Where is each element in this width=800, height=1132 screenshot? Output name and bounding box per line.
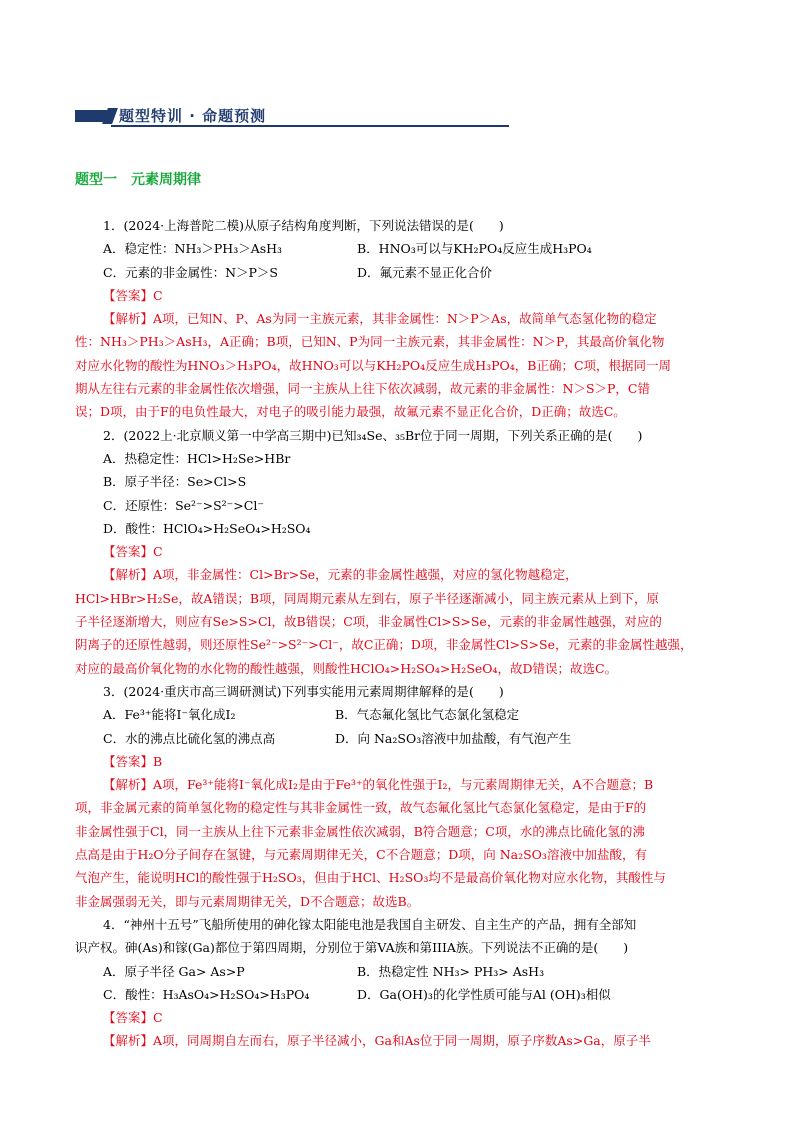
q1-analysis-line: 误；D项，由于F的电负性最大，对电子的吸引能力最强，故氟元素不显正化合价，D正确；故选C。	[75, 404, 626, 420]
q3-options-cd	[75, 727, 735, 750]
q1-option-a: A．稳定性：NH₃＞PH₃＞AsH₃	[103, 241, 283, 257]
q3-analysis-line: 项，非金属元素的简单氢化物的稳定性与其非金属性一致，故气态氟化氢比气态氯化氢稳定，是由于F的	[75, 800, 647, 816]
q2-option-a: A．热稳定性：HCl>H₂Se>HBr	[103, 450, 291, 466]
q2-analysis-line: 【解析】A项，非金属性：Cl>Br>Se，元素的非金属性越强，对应的氢化物越稳定，	[103, 567, 578, 583]
q3-option-a: A．Fe³⁺能将I⁻氧化成I₂	[103, 707, 236, 723]
q1-option-c: C．元素的非金属性：N＞P＞S	[103, 264, 278, 280]
q1-analysis-line: 对应水化物的酸性为HNO₃＞H₃PO₄，故HNO₃可以与KH₂PO₄反应生成H₃PO₄，B正确；C项，根据同一周	[75, 357, 672, 373]
document-body	[75, 214, 735, 1053]
section-label: 题型一	[75, 172, 117, 188]
q4-option-a: A．原子半径 Ga> As>P	[103, 963, 245, 979]
q2-option-d: D．酸性：HClO₄>H₂SeO₄>H₂SO₄	[103, 520, 311, 536]
q4-option-b: B．热稳定性 NH₃> PH₃> AsH₃	[357, 963, 545, 979]
q2-analysis-line: HCl>HBr>H₂Se，故A错误；B项，同周期元素从左到右，原子半径逐渐减小，同主族元素从上到下，原	[75, 590, 660, 606]
q1-options-ab	[75, 237, 735, 260]
q4-option-c: C．酸性：H₃AsO₄>H₂SO₄>H₃PO₄	[103, 986, 310, 1002]
q3-stem: 3．(2024·重庆市高三调研测试)下列事实能用元素周期律解释的是( )	[103, 683, 504, 699]
q3-analysis-line: 非金属强弱无关，即与元素周期律无关，D不合题意；故选B。	[75, 893, 420, 909]
q3-analysis-line: 气泡产生，能说明HCl的酸性强于H₂SO₃，但由于HCl、H₂SO₃均不是最高价氧化物对应水化物，其酸性与	[75, 870, 666, 886]
q2-answer: 【答案】C	[103, 544, 163, 560]
q4-options-ab	[75, 960, 735, 983]
q4-option-d: D．Ga(OH)₃的化学性质可能与Al (OH)₃相似	[357, 986, 611, 1002]
q4-options-cd	[75, 983, 735, 1006]
q4-stem: 4．“神州十五号”飞船所使用的砷化镓太阳能电池是我国自主研发、自主生产的产品，拥有全部知	[103, 916, 637, 932]
section-title: 元素周期律	[131, 172, 201, 188]
q2-option-b: B．原子半径：Se>Cl>S	[103, 474, 247, 490]
q1-stem: 1．(2024·上海普陀二模)从原子结构角度判断，下列说法错误的是( )	[103, 218, 504, 233]
q4-analysis-line: 【解析】A项，同周期自左而右，原子半径减小，Ga和As位于同一周期，原子序数As>Ga，原子半	[103, 1033, 651, 1049]
q3-answer: 【答案】B	[103, 753, 163, 769]
q2-analysis-line: 子半径逐渐增大，则应有Se>S>Cl，故B错误；C项，非金属性Cl>S>Se，元素的非金属性越强，对应的	[75, 614, 662, 630]
q3-option-c: C．水的沸点比硫化氢的沸点高	[103, 730, 276, 746]
q1-answer: 【答案】C	[103, 287, 163, 303]
q2-analysis-line: 对应的最高价氧化物的水化物的酸性越强，则酸性HClO₄>H₂SO₄>H₂SeO₄，故D错误；故选C。	[75, 660, 618, 676]
q1-option-b: B．HNO₃可以与KH₂PO₄反应生成H₃PO₄	[357, 241, 592, 257]
q3-options-ab	[75, 703, 735, 726]
q3-option-d: D．向 Na₂SO₃溶液中加盐酸，有气泡产生	[335, 730, 572, 746]
q1-options-cd	[75, 261, 735, 284]
banner-underline	[111, 125, 509, 127]
q2-analysis-line: 阴离子的还原性越弱，则还原性Se²⁻>S²⁻>Cl⁻，故C正确；D项，非金属性Cl>S>Se，元素的非金属性越强，	[75, 637, 693, 653]
q3-analysis-line: 【解析】A项，Fe³⁺能将I⁻氧化成I₂是由于Fe³⁺的氧化性强于I₂，与元素周期律无关，A不合题意；B	[103, 777, 654, 793]
section-banner	[75, 105, 435, 127]
q1-analysis-line: 性：NH₃＞PH₃＞AsH₃，A正确；B项，已知N、P为同一主族元素，其非金属性：N＞P，其最高价氧化物	[75, 334, 665, 350]
banner-title: 题型特训 · 命题预测	[119, 107, 267, 125]
q3-analysis-line: 点高是由于H₂O分子间存在氢键，与元素周期律无关，C不合题意；D项，向 Na₂SO₃溶液中加盐酸，有	[75, 847, 647, 863]
section-heading	[75, 169, 201, 189]
q1-analysis-line: 期从左往右元素的非金属性依次增强，同一主族从上往下依次减弱，故元素的非金属性：N＞S＞P，C错	[75, 381, 650, 397]
q3-analysis-line: 非金属性强于Cl，同一主族从上往下元素非金属性依次减弱，B符合题意；C项，水的沸点比硫化氢的沸	[75, 823, 645, 839]
q2-option-c: C．还原性：Se²⁻>S²⁻>Cl⁻	[103, 497, 264, 513]
q1-analysis-line: 【解析】A项，已知N、P、As为同一主族元素，其非金属性：N＞P＞As，故简单气态氢化物的稳定	[103, 311, 657, 327]
q3-option-b: B．气态氟化氢比气态氯化氢稳定	[335, 707, 520, 723]
q2-stem: 2．(2022上·北京顺义第一中学高三期中)已知₃₄Se、₃₅Br位于同一周期，下列关系正确的是( )	[103, 427, 643, 443]
q4-answer: 【答案】C	[103, 1010, 163, 1026]
q4-stem: 识产权。砷(As)和镓(Ga)都位于第四周期，分别位于第VA族和第IIIA族。下列说法不正确的是( )	[75, 940, 629, 956]
q1-option-d: D．氟元素不显正化合价	[357, 264, 493, 280]
